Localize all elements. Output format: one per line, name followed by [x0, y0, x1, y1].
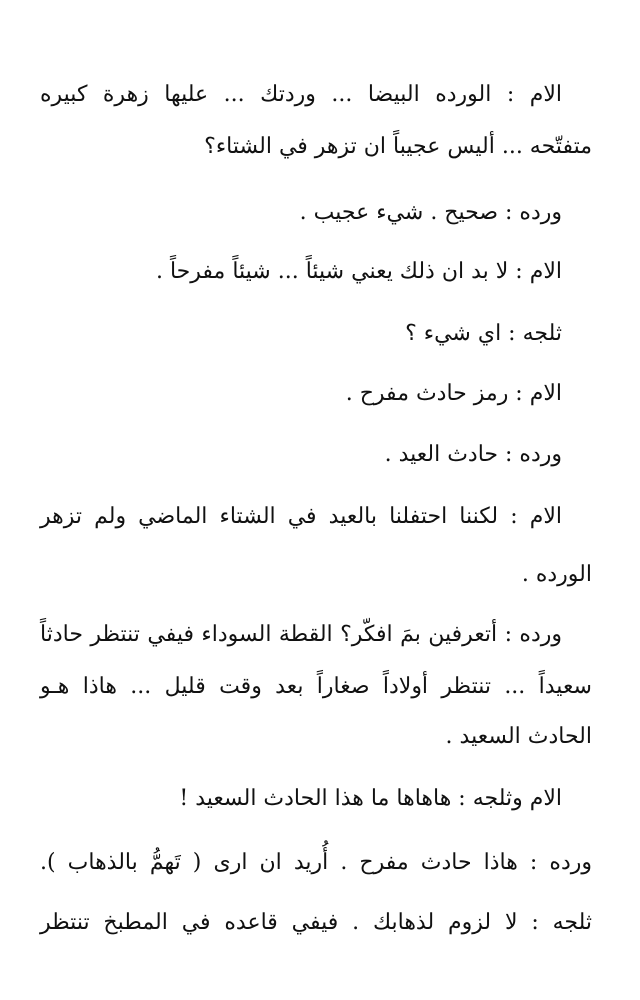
text-line: سعيداً ... تنتظر أولاداً صغاراً بعد وقت قليل ... هاذا هـو — [40, 674, 592, 699]
text-line: الام : لا بد ان ذلك يعني شيئاً ... شيئاً مفرحاً . — [155, 259, 562, 284]
text-line: ورده : أتعرفين بمَ افكّر؟ القطة السوداء فيفي تنتظر حادثاً — [40, 622, 562, 647]
text-line: ورده : صحيح . شيء عجيب . — [299, 200, 562, 225]
text-line: الام : لكننا احتفلنا بالعيد في الشتاء الماضي ولم تزهر — [40, 504, 562, 529]
text-line: الام : رمز حادث مفرح . — [345, 381, 562, 406]
text-line: ثلجه : لا لزوم لذهابك . فيفي قاعده في المطبخ تنتظر — [40, 910, 592, 935]
text-line: الام وثلجه : هاهاها ما هذا الحادث السعيد ! — [179, 786, 562, 811]
text-line: ورده : هاذا حادث مفرح . أُريد ان ارى ( تَهمُّ بالذهاب ). — [40, 850, 592, 875]
text-line: متفتّحه ... أليس عجيباً ان تزهر في الشتاء؟ — [204, 134, 592, 159]
text-line: ثلجه : اي شيء ؟ — [405, 321, 562, 346]
text-line: الورده . — [521, 562, 592, 587]
text-line: ورده : حادث العيد . — [384, 442, 562, 467]
text-line: الام : الورده البيضا ... وردتك ... عليها زهرة كبيره — [40, 82, 562, 107]
text-line: الحادث السعيد . — [445, 724, 592, 749]
